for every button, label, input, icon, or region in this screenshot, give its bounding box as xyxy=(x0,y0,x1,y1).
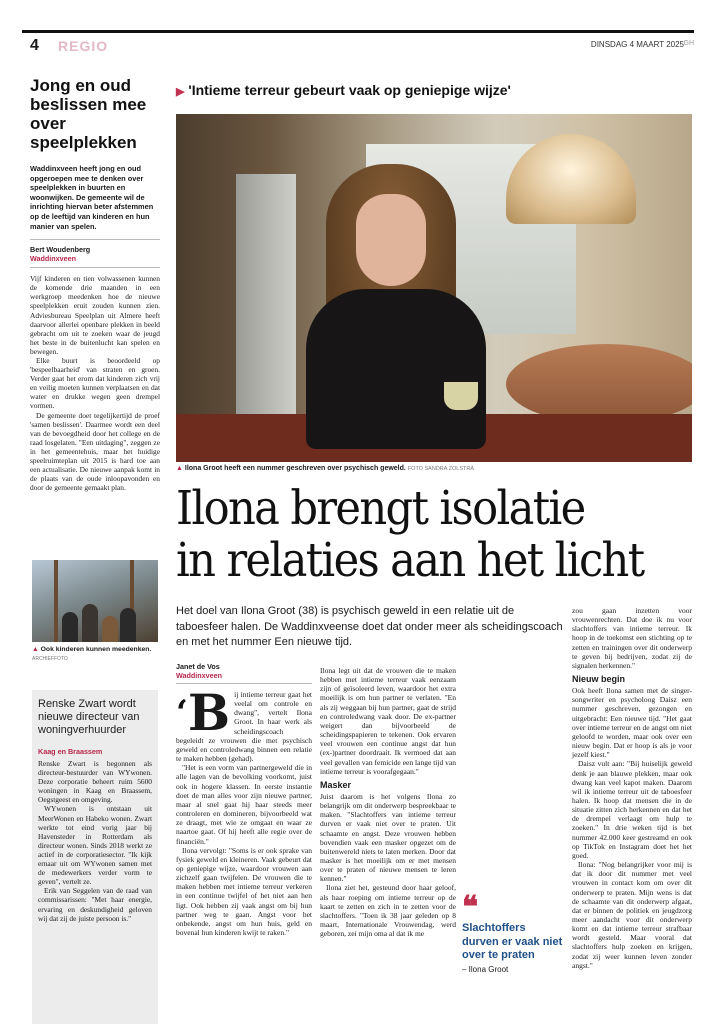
article-column-3 xyxy=(572,606,692,970)
main-headline: Ilona brengt isolatie in relaties aan het licht xyxy=(176,481,644,588)
main-byline xyxy=(176,662,312,684)
paragraph: Ilona: "Nog belangrijker voor mij is dat ik door dit nummer met veel vrouwen in contact kom om over dit onderwerp te praten. Mijn wens is dat de schaamte van dit onderwerp afgaat, dat er binnen de politiek en jeugdzorg meer aandacht voor dit onderwerp komt en dat intieme terreur strafbaar wordt gesteld. Maar vooral dat slachtoffers hulp zoeken en krijgen, zodat zij weer kunnen leven zonder angst." xyxy=(572,860,692,970)
pull-quote xyxy=(462,890,564,974)
playground-photo xyxy=(32,560,158,642)
kicker-marker-icon: ▶ xyxy=(176,86,185,98)
news-brief-box xyxy=(32,690,158,1024)
subhead-nieuw-begin: Nieuw begin xyxy=(572,674,626,685)
issue-date: DINSDAG 4 MAART 2025 xyxy=(590,40,684,49)
article-intro: Het doel van Ilona Groot (38) is psychisch geweld in een relatie uit de taboesfeer halen. De Waddinxveense doet dat onder meer als scheidingscoach en met het nummer Een nieuwe tijd. xyxy=(176,605,563,648)
caption-marker-icon: ▲ xyxy=(176,465,183,472)
left-article-lead: Waddinxveen heeft jong en oud opgeroepen mee te denken over speelplekken in buurten en woonwijken. De gemeente wil de inrichting hiervan beter afstemmen op de leeftijd van kinderen en hun manier van spelen. xyxy=(30,164,154,231)
drop-cap: ‘B xyxy=(176,683,231,742)
article-column-1 xyxy=(176,683,312,938)
section-label: REGIO xyxy=(58,38,109,54)
article-kicker: ▶ 'Intieme terreur gebeurt vaak op geniepige wijze' xyxy=(176,82,511,98)
paragraph: Juist daarom is het volgens Ilona zo belangrijk om dit onderwerp bespreekbaar te maken. "Slachtoffers van intieme terreur durven er vaak niet over te praten. Uit schaamte en angst. Deze vrouwen hebben bovendien vaak een masker opgezet om de buitenwereld niets te laten merken. Door dat masker is het moeilijk om er met mensen over te praten of nieuwe mensen te leren kennen." xyxy=(320,791,456,884)
pull-quote-text: Slachtoffers durven er vaak niet over te praten xyxy=(462,922,563,961)
left-article-location: Waddinxveen xyxy=(30,254,160,268)
paragraph: Daisz vult aan: "Bij huiselijk geweld denk je aan blauwe plekken, maar ook dwang kan veel kapot maken. Daarom wil ik intieme terreur uit de taboesfeer halen. Ik hoop dat mensen die in de situatie zitten zich herkennen en dat het de drempel verlaagt om hulp te zoeken." In drie weken tijd is het nummer 42.000 keer gestreamd en ook op TikTok en Instagram doet het het goed. xyxy=(572,759,692,860)
main-author: Janet de Vos xyxy=(176,662,220,671)
left-article xyxy=(30,76,160,492)
photo-credit: FOTO SANDRA ZOLSTRA xyxy=(407,466,475,472)
paragraph: Ilona ziet het, gesteund door haar geloof, als haar roeping om intieme terreur op de kaart te zetten en zich in te zetten voor de slachtoffers. "Toen ik 38 jaar geleden op 8 maart, Internationale Vrouwendag, werd geboren, zei mijn oma al dat ik me xyxy=(320,883,456,939)
photo-credit: ARCHIEFFOTO xyxy=(32,655,68,662)
paragraph: Ilona vervolgt: "Soms is er ook sprake van fysiek geweld en kleineren. Vaak gebeurt dat op geniepige wijze, waardoor vrouwen aan zichzelf gaan twijfelen. De vrouwen die te maken hebben met intieme terreur verkeren in een continue twijfel of het niet aan hen ligt. Ook hebben zij vaak angst om bij hun partner weg te gaan. Angst voor het onbekende, angst om hun huis, geld en bovenal hun kinderen kwijt te raken." xyxy=(176,845,312,938)
main-location: Waddinxveen xyxy=(176,671,223,680)
paragraph: "Het is een vorm van partnergeweld die in alle lagen van de bevolking voorkomt, juist ook in hogere klassen. In eerste instantie doet de man alles voor zijn nieuwe partner, maar al snel gaat hij haar steeds meer controleren en domineren, bijvoorbeeld wat ze draagt, met wie ze omgaat en waar ze naartoe gaat. Of hij heeft alle regie over de financiën." xyxy=(176,763,312,846)
paragraph: Elke buurt is beoordeeld op 'bespeelbaarheid' van straten en groen. Verder gaat het erom dat kinderen zich vrij en veilig moeten kunnen verplaatsen en dat water en drukke wegen geen drempel vormen. xyxy=(30,356,160,411)
brief-body xyxy=(38,759,152,923)
paragraph: Ook heeft Ilona samen met de singer-songwriter en psycholoog Daisz een nummer geschreven, gezongen en uitgebracht: Een nieuwe tijd. "Het gaat over intieme terreur en de angst om niet geloofd te worden, maar ook over een nieuw begin. Dat er hoop is als je voor jezelf kiest." xyxy=(572,686,692,760)
page-header xyxy=(22,30,694,54)
brief-location: Kaag en Braassem xyxy=(38,747,103,756)
main-photo-caption: ▲ Ilona Groot heeft een nummer geschreven over psychisch geweld. FOTO SANDRA ZOLSTRA xyxy=(176,465,475,472)
paragraph: WYwonen is ontstaan uit MeerWonen en Habeko wonen. Zwart werkte tot eind vorig jaar bij Havensteder in Rotterdam als directeur wonen. Sinds 2018 werkt ze actief in de corporatiesector. "Ik kijk ernaar uit om WYwonen samen met de medewerkers verder vorm te geven", vertelt ze. xyxy=(38,804,152,887)
paragraph: Renske Zwart is begonnen als directeur-bestuurder van WYwonen. Deze corporatie beheert ruim 5600 woningen in Kaag en Braassem, Oegstgeest en omgeving. xyxy=(38,759,152,805)
left-article-author: Bert Woudenberg xyxy=(30,239,160,254)
brief-headline: Renske Zwart wordt nieuwe directeur van woningverhuurder xyxy=(38,698,140,736)
paragraph: zou gaan inzetten voor vrouwenrechten. Dat doe ik nu voor slachtoffers van intieme terreur. Ik hoop in de toekomst een stichting op te zetten en trainingen over dit onderwerp te geven bij bedrijven, zodat zij de signalen herkennen." xyxy=(572,606,692,670)
paragraph: De gemeente doet tegelijkertijd de proef 'samen beslissen'. Daarmee wordt een deel van de bevoegdheid door het college en de raad losgelaten. "Een uitdaging", zeggen ze in het gemeentehuis, maar het huidige speelruimteplan uit 2015 is hard toe aan een actualisatie. De nieuwe aanpak komt in de plaats van de oude inloopavonden en door de gemeente gemaakt plan. xyxy=(30,410,160,493)
edition-code: GH xyxy=(683,40,694,47)
paragraph: Ilona legt uit dat de vrouwen die te maken hebben met intieme terreur vaak eenzaam zijn of geïsoleerd leven, waardoor het extra moeilijk is om hun partner te verlaten. "En als zij weggaan bij hun partner, gaat de strijd en controledwang vaak door. De ex-partner weigert dan bijvoorbeeld de scheidingspapieren te tekenen. Ook ervaren veel vrouwen een continue angst dat hun (ex-)partner doordraait. Ik vermoed dat aan veel gevallen van femicide een lange tijd van intieme terreur is voorafgegaan." xyxy=(320,666,456,776)
paragraph: Erik van Seggelen van de raad van commissarissen: "Met haar energie, ervaring en deskundigheid geloven wij dat zij de juiste persoon is." xyxy=(38,886,152,923)
pull-quote-author: – Ilona Groot xyxy=(462,964,509,974)
main-photo xyxy=(176,114,692,462)
paragraph: Vijf kinderen en tien volwassenen kunnen de komende drie maanden in een werkgroep meedenken hoe de nieuwe speelplekken eruit zouden kunnen zien. Adviesbureau Speelplan uit Almere heeft daarvoor allerlei openbare plekken in beeld gebracht om uit te zoeken waar de jeugd het beste in de buitenlucht kan spelen en bewegen. xyxy=(30,274,160,356)
left-article-headline: Jong en oud beslissen mee over speelplekken xyxy=(30,76,147,152)
article-column-2 xyxy=(320,666,456,938)
paragraph: ij intieme terreur gaat het veelal om controle en dwang", vertelt Ilona Groot. In haar werk als scheidingscoach begeleidt ze vrouwen die met psychisch geweld en controledwang binnen een relatie te maken hebben (gehad). xyxy=(176,690,312,764)
subhead-masker: Masker xyxy=(320,779,352,790)
page-number: 4 xyxy=(30,37,39,54)
caption-marker-icon: ▲ xyxy=(32,646,39,653)
left-article-body xyxy=(30,274,160,492)
quote-mark-icon: ❝ xyxy=(462,890,479,925)
playground-photo-caption: ▲ Ook kinderen kunnen meedenken. ARCHIEFFOTO xyxy=(32,646,152,662)
